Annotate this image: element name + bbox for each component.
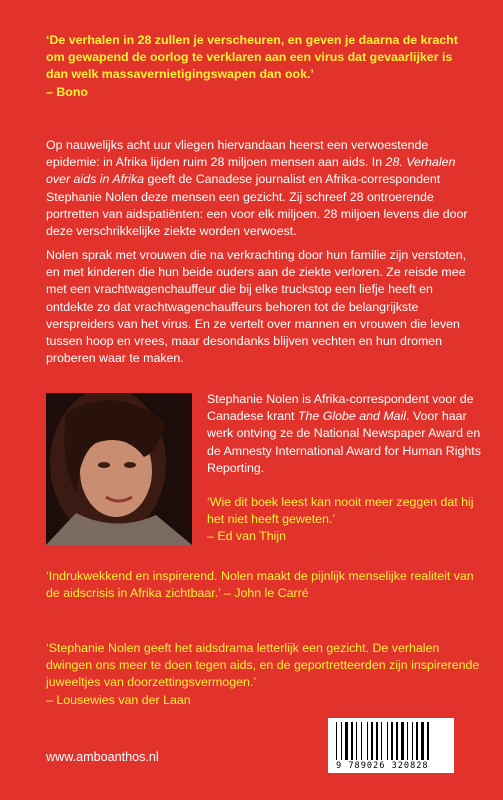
barcode-bar: [376, 722, 378, 760]
barcode-bar: [354, 722, 355, 760]
barcode-bar: [338, 722, 340, 760]
barcode-bar: [409, 722, 411, 760]
barcode-bar: [363, 722, 366, 760]
barcode-bar: [345, 722, 348, 760]
paragraph1-text-start: Op nauwelijks acht uur vliegen hiervandaan heerst een verwoestende epidemie: in Afrika lijden ruim 28 miljoen mensen aan aids. In: [46, 138, 429, 170]
barcode-bar: [358, 722, 360, 760]
barcode-bar: [387, 722, 388, 760]
isbn-number: 9 789026 320828: [336, 761, 429, 771]
bio-text-start: Stephanie Nolen is Afrika-correspondent voor de Canadese krant: [207, 392, 474, 424]
quote-le-carre: [46, 568, 482, 602]
barcode-bar: [379, 722, 380, 760]
barcode-bar: [351, 722, 353, 760]
barcode-bar: [381, 722, 382, 760]
barcode-bar: [416, 722, 418, 760]
isbn-barcode: [328, 718, 454, 773]
barcode-bar: [399, 722, 400, 760]
quote-van-thijn: [207, 494, 482, 546]
barcode-bar: [356, 722, 357, 760]
barcode-bar: [389, 722, 390, 760]
barcode-bar: [394, 722, 395, 760]
barcode-bar: [405, 722, 406, 760]
quote-van-thijn-author: – Ed van Thijn: [207, 529, 286, 544]
barcode-bar: [374, 722, 375, 760]
barcode-bar: [419, 722, 420, 760]
barcode-bar: [336, 722, 337, 760]
barcode-bar: [349, 722, 350, 760]
paragraph1-text-end: geeft de Canadese journalist en Afrika-correspondent Stephanie Nolen deze mensen een gezicht. Zij schreef 28 ontroerende portretten van aidspatiënten: een voor elk miljoen. 28 miljoen levens die door deze verschrikkelijke ziekte worden verwoest.: [46, 172, 468, 239]
quote-van-der-laan-author: – Lousewies van der Laan: [46, 692, 191, 707]
description-paragraph-2: Nolen sprak met vrouwen die na verkrachting door hun familie zijn verstoten, en met kinderen die hun beide ouders aan de ziekte verloren. Ze reisde mee met een vrachtwagenchauffeur die bij elke truckstop een liefje heeft en ontdekte zo dat vrachtwagenchauffeurs behoren tot de belangrijkste verspreiders van het virus. En ze vertelt over mannen en vrouwen die leven tussen hoop en vrees, maar desondanks blijven vechten en hun dromen proberen waar te maken.: [46, 248, 467, 366]
barcode-bar: [391, 722, 393, 760]
barcode-bar: [430, 722, 431, 760]
author-bio: [207, 391, 482, 477]
barcode-bar: [414, 722, 415, 760]
barcode-bar: [412, 722, 413, 760]
author-photo: [46, 393, 192, 545]
barcode-bar: [343, 722, 344, 760]
description-paragraph-1: [46, 137, 476, 240]
barcode-bar: [427, 722, 429, 760]
publisher-website[interactable]: www.amboanthos.nl: [46, 750, 159, 764]
barcode-bar: [341, 722, 342, 760]
quote-le-carre-text: ‘Indrukwekkend en inspirerend. Nolen maakt de pijnlijk menselijke realiteit van de aidscrisis in Afrika zichtbaar.’: [46, 569, 474, 601]
barcode-bar: [361, 722, 362, 760]
barcode-bar: [383, 722, 386, 760]
quote-bono: [46, 32, 476, 101]
newspaper-name: The Globe and Mail: [297, 409, 407, 424]
barcode-bar: [407, 722, 408, 760]
barcode-bars: [336, 722, 446, 760]
quote-bono-text: ‘De verhalen in 28 zullen je verscheuren, en geven je daarna de kracht om gewapend de oorlog te verklaren aan een virus dat gevaarlijker is dan welk massavernietigingswapen dan ook.’: [46, 33, 458, 82]
barcode-bar: [421, 722, 424, 760]
quote-le-carre-author: – John le Carré: [220, 586, 309, 601]
barcode-bar: [425, 722, 426, 760]
quote-van-thijn-text: ‘Wie dit boek leest kan nooit meer zeggen dat hij het niet heeft geweten.’: [207, 495, 474, 527]
quote-van-der-laan-text: ‘Stephanie Nolen geeft het aidsdrama letterlijk een gezicht. De verhalen dwingen ons meer te doen tegen aids, en de geportretteerden zijn inspirerende juweeltjes van doorzettingsvermogen.’: [46, 641, 480, 690]
bio-text-end: . Voor haar werk ontving ze de National Newspaper Award en de Amnesty International Award for Human Rights Reporting.: [207, 409, 481, 475]
barcode-bar: [401, 722, 404, 760]
quote-van-der-laan: [46, 640, 482, 709]
barcode-bar: [396, 722, 398, 760]
barcode-bar: [367, 722, 368, 760]
barcode-bar: [371, 722, 373, 760]
quote-bono-author: – Bono: [46, 84, 88, 99]
barcode-bar: [369, 722, 370, 760]
book-title: 28. Verhalen over aids in Afrika: [46, 155, 456, 187]
